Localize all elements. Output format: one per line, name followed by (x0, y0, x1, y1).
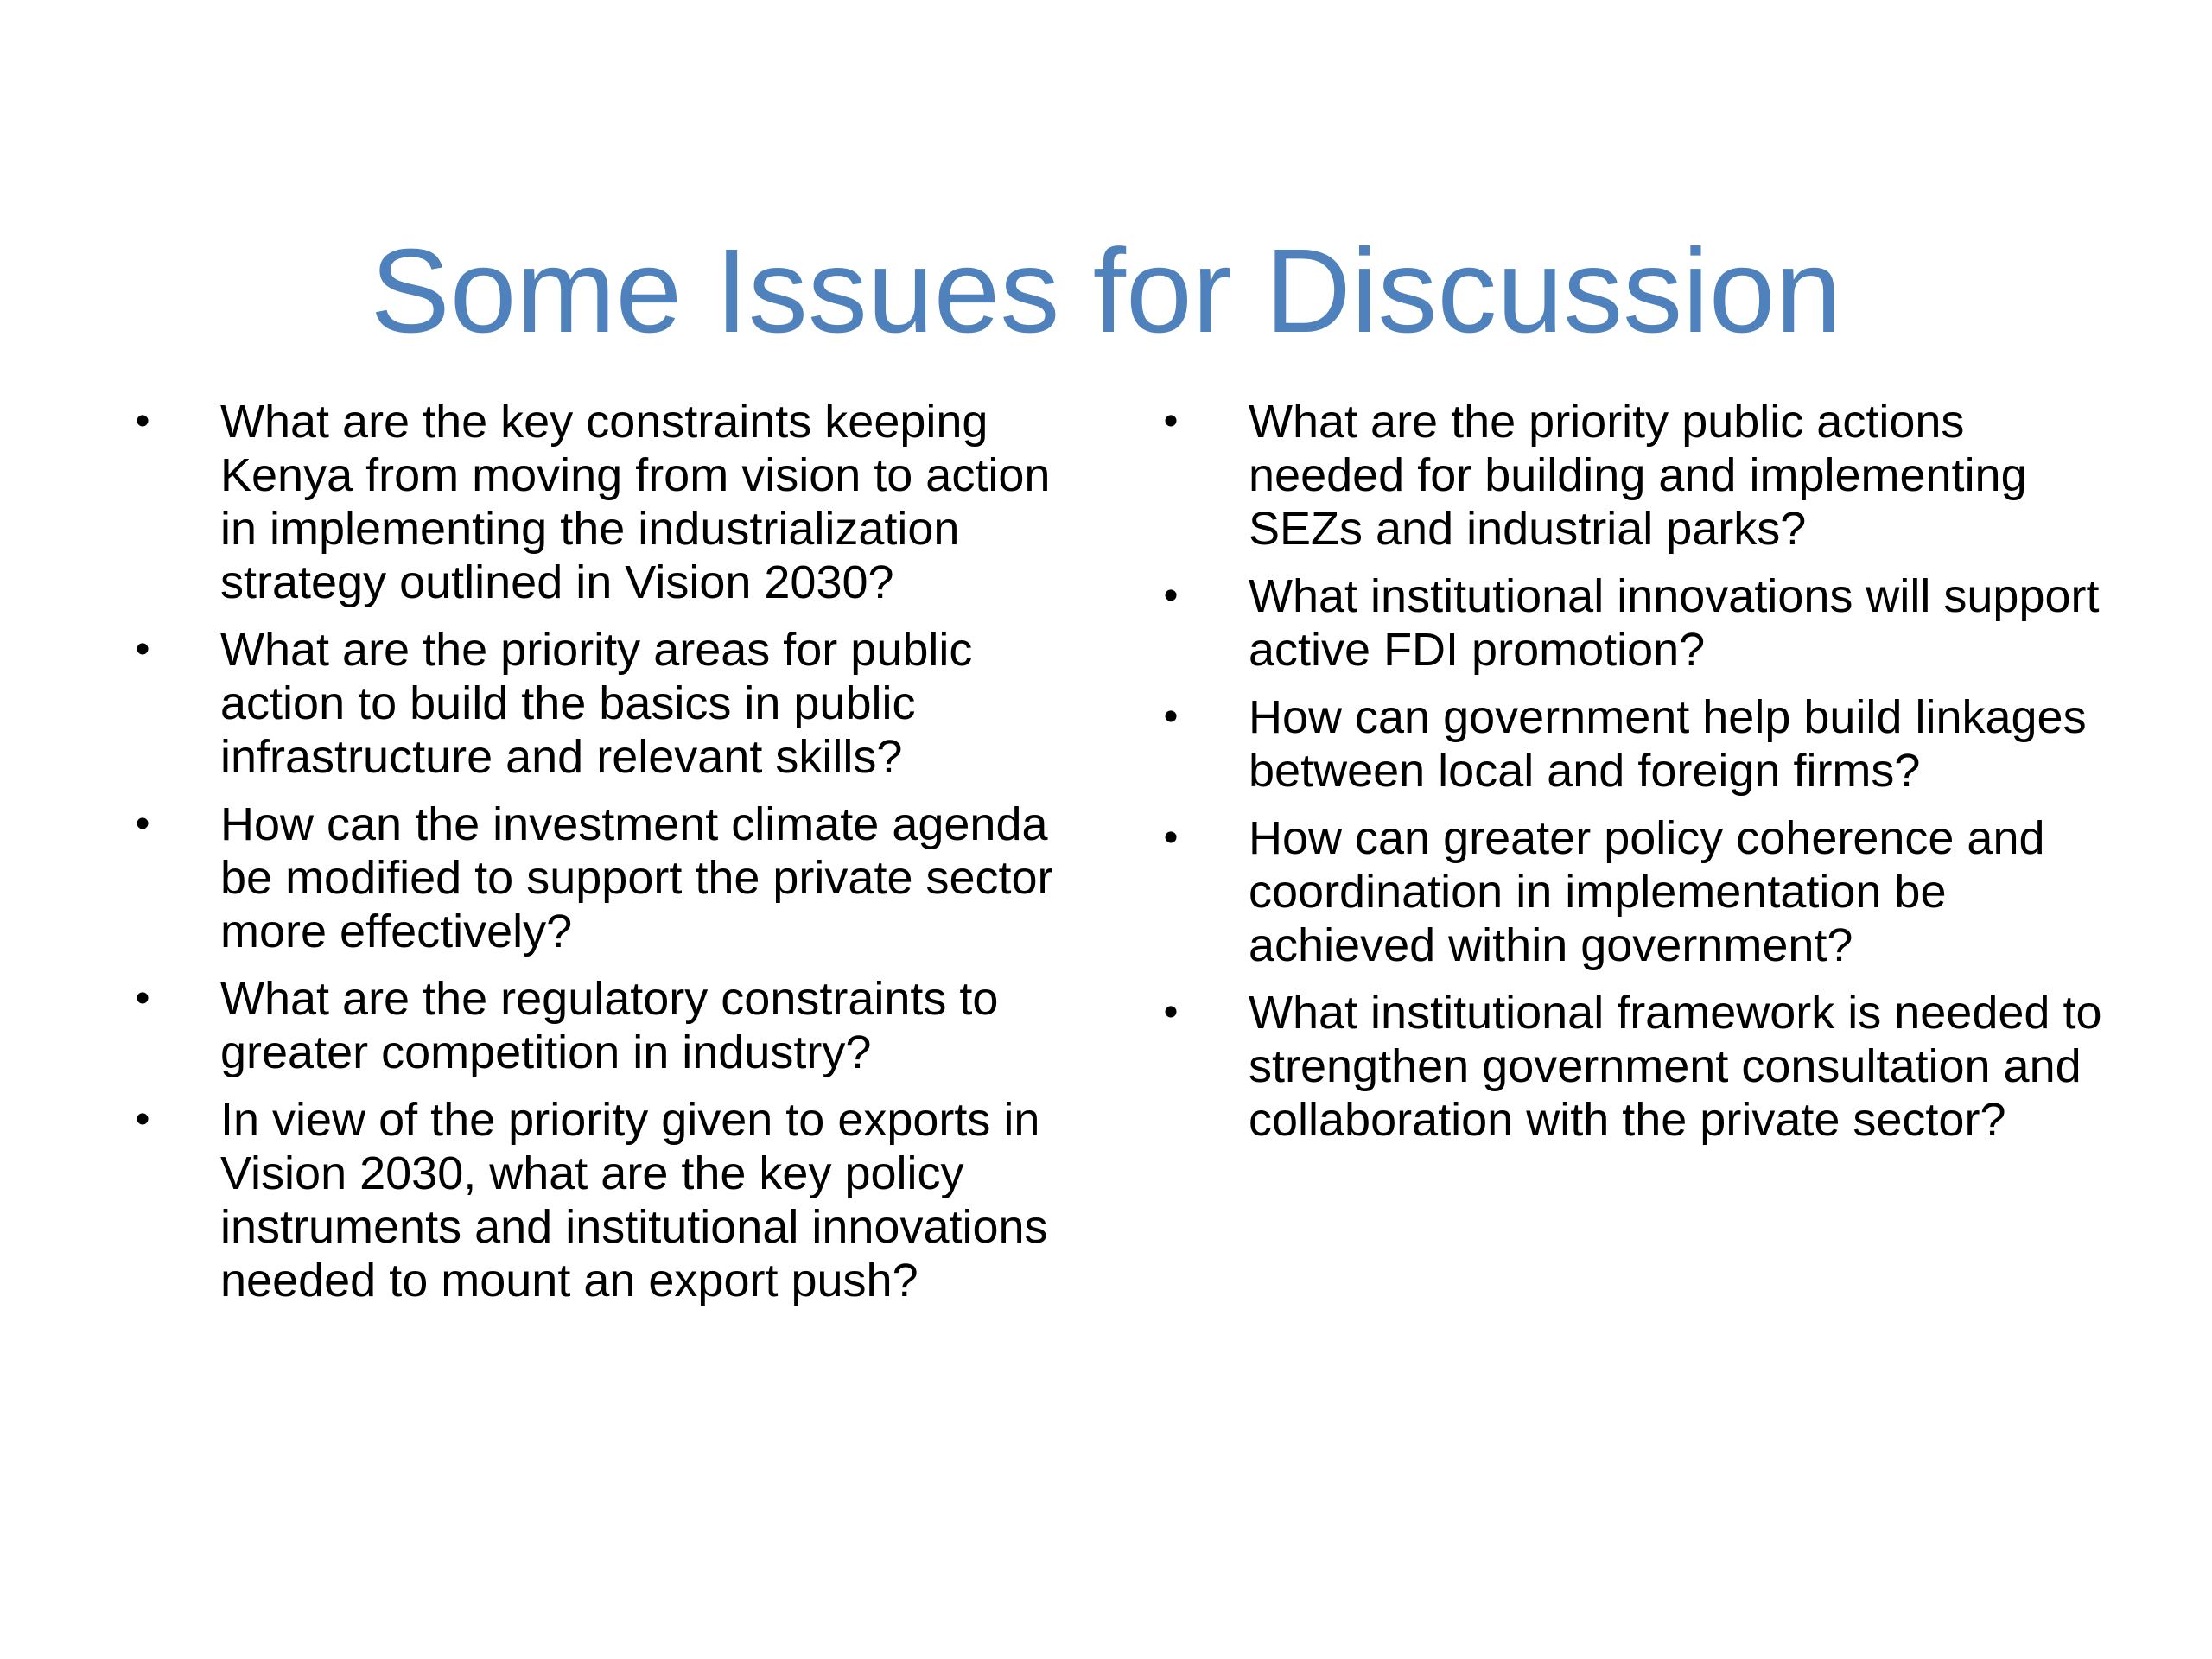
bullet-icon: • (1163, 989, 1179, 1035)
bullet-text: How can greater policy coherence and coordination in implementation be achieved within government? (1249, 812, 2045, 971)
bullet-icon: • (1163, 694, 1179, 740)
bullet-icon: • (135, 626, 150, 672)
list-item (1158, 395, 2117, 556)
bullet-icon: • (1163, 815, 1179, 861)
bullet-icon: • (135, 801, 150, 847)
bullet-text: What are the priority public actions needed for building and implementing SEZs and industrial parks? (1249, 396, 2027, 555)
list-item (130, 1093, 1089, 1307)
bullet-text: What are the regulatory constraints to greater competition in industry? (220, 973, 999, 1078)
right-bullet-list (1158, 395, 2117, 1147)
list-item (130, 798, 1089, 958)
bullet-text: What institutional innovations will support active FDI promotion? (1249, 570, 2100, 676)
bullet-text: What institutional framework is needed to strengthen government consultation and collaboration with the private sector? (1249, 987, 2102, 1146)
list-item (1158, 569, 2117, 677)
bullet-text: What are the priority areas for public action to build the basics in public infrastructure and relevant skills? (220, 624, 973, 783)
bullet-icon: • (135, 398, 150, 444)
bullet-icon: • (1163, 573, 1179, 619)
list-item (130, 623, 1089, 784)
list-item (130, 972, 1089, 1079)
bullet-text: How can government help build linkages between local and foreign firms? (1249, 691, 2087, 797)
bullet-icon: • (135, 1096, 150, 1142)
bullet-text: How can the investment climate agenda be modified to support the private sector more effectively? (220, 798, 1053, 957)
slide-title: Some Issues for Discussion (370, 225, 1842, 359)
bullet-icon: • (135, 976, 150, 1021)
left-bullet-list (130, 395, 1089, 1307)
bullet-text: In view of the priority given to exports in Vision 2030, what are the key policy instruments and institutional innovations needed to mount an export push? (220, 1094, 1048, 1306)
list-item (1158, 986, 2117, 1147)
bullet-icon: • (1163, 398, 1179, 444)
bullet-text: What are the key constraints keeping Kenya from moving from vision to action in implementing the industrialization strategy outlined in Vision 2030? (220, 396, 1051, 608)
list-item (1158, 811, 2117, 972)
list-item (130, 395, 1089, 609)
list-item (1158, 690, 2117, 798)
